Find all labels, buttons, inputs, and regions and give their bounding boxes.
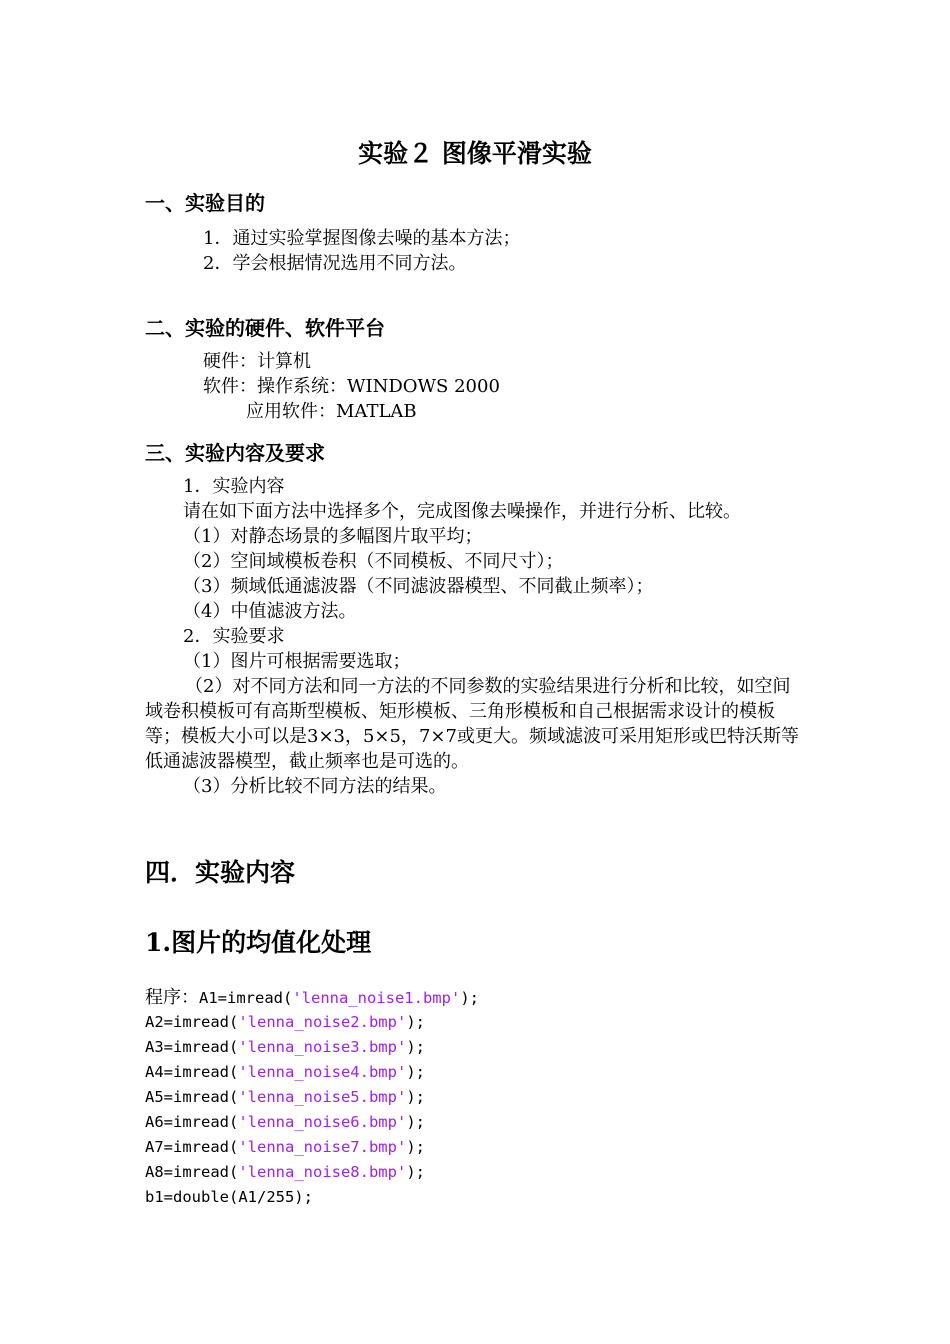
code-string: 'lenna_noise5.bmp' — [238, 1088, 407, 1106]
requirement-item-2-text: （2）对不同方法和同一方法的不同参数的实验结果进行分析和比较，如空间域卷积模板可有高斯型模板、矩形模板、三角形模板和自己根据需求设计的模板等；模板大小可以是3×3，5×5，7×7或更大。频域滤波可采用矩形或巴特沃斯等低通滤波器模型，截止频率也是可选的。 — [145, 676, 799, 772]
section-3-heading: 三、实验内容及要求 — [145, 441, 325, 465]
requirement-item-2 — [145, 674, 807, 774]
requirement-item-1: （1）图片可根据需要选取； — [183, 651, 411, 672]
code-text: b1=double(A1/255); — [145, 1188, 313, 1206]
code-line — [145, 1135, 425, 1160]
code-text: ); — [406, 1038, 425, 1056]
code-line — [145, 985, 479, 1011]
code-string: 'lenna_noise7.bmp' — [238, 1138, 407, 1156]
app-software-line: 应用软件：MATLAB — [246, 401, 417, 422]
code-line — [145, 1160, 425, 1185]
code-text: A1=imread( — [199, 989, 293, 1007]
method-item-3: （3）频域低通滤波器（不同滤波器模型、不同截止频率）； — [183, 576, 654, 597]
code-text: ); — [406, 1063, 425, 1081]
requirement-item-3: （3）分析比较不同方法的结果。 — [183, 776, 447, 797]
code-string: 'lenna_noise2.bmp' — [238, 1013, 407, 1031]
code-text: ); — [406, 1163, 425, 1181]
code-string: 'lenna_noise3.bmp' — [238, 1038, 407, 1056]
code-text: A4=imread( — [145, 1063, 239, 1081]
objective-item-2: 2．学会根据情况选用不同方法。 — [203, 253, 467, 274]
mean-processing-heading: 1.图片的均值化处理 — [145, 928, 372, 957]
method-item-4: （4）中值滤波方法。 — [183, 601, 357, 622]
code-text: A6=imread( — [145, 1113, 239, 1131]
code-line — [145, 1060, 425, 1085]
code-text: ); — [406, 1088, 425, 1106]
code-text: A8=imread( — [145, 1163, 239, 1181]
software-line: 软件：操作系统：WINDOWS 2000 — [203, 376, 500, 397]
code-line — [145, 1110, 425, 1135]
objective-item-1: 1．通过实验掌握图像去噪的基本方法； — [203, 228, 521, 249]
code-string: 'lenna_noise4.bmp' — [238, 1063, 407, 1081]
method-item-2: （2）空间域模板卷积（不同模板、不同尺寸）； — [183, 551, 564, 572]
code-text: ); — [406, 1113, 425, 1131]
code-label: 程序： — [145, 987, 199, 1008]
section-1-heading: 一、实验目的 — [145, 191, 265, 215]
code-text: A7=imread( — [145, 1138, 239, 1156]
content-intro: 请在如下面方法中选择多个，完成图像去噪操作，并进行分析、比较。 — [183, 501, 741, 522]
code-line — [145, 1035, 425, 1060]
code-string: 'lenna_noise1.bmp' — [292, 989, 461, 1007]
code-line — [145, 1010, 425, 1035]
code-string: 'lenna_noise8.bmp' — [238, 1163, 407, 1181]
code-line — [145, 1185, 313, 1210]
method-item-1: （1）对静态场景的多幅图片取平均； — [183, 526, 483, 547]
requirement-subheading: 2．实验要求 — [183, 626, 285, 647]
code-text: A3=imread( — [145, 1038, 239, 1056]
code-text: ); — [460, 989, 479, 1007]
code-line — [145, 1085, 425, 1110]
section-2-heading: 二、实验的硬件、软件平台 — [145, 316, 385, 340]
section-4-heading: 四．实验内容 — [145, 858, 296, 887]
code-text: A5=imread( — [145, 1088, 239, 1106]
code-text: ); — [406, 1138, 425, 1156]
document-title: 实验２ 图像平滑实验 — [358, 139, 592, 168]
code-text: ); — [406, 1013, 425, 1031]
content-subheading: 1．实验内容 — [183, 476, 285, 497]
code-string: 'lenna_noise6.bmp' — [238, 1113, 407, 1131]
hardware-line: 硬件：计算机 — [203, 351, 311, 372]
code-text: A2=imread( — [145, 1013, 239, 1031]
